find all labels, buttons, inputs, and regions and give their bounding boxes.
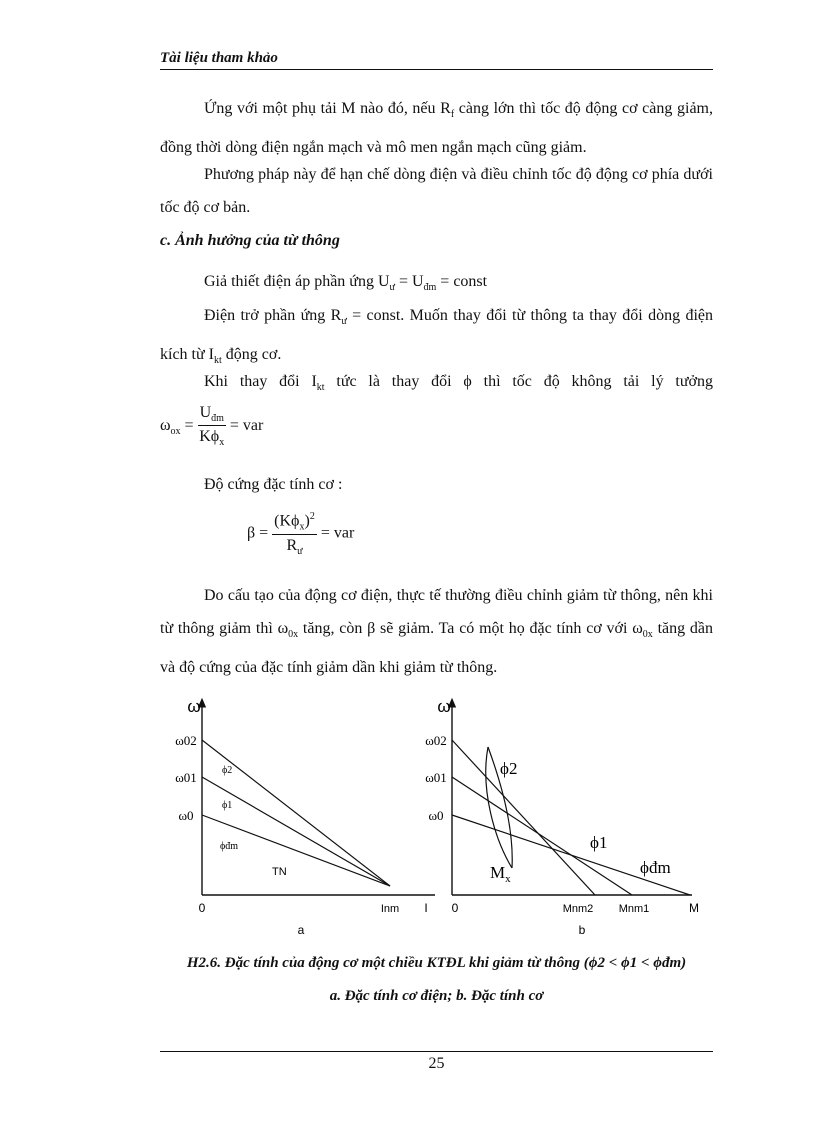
graph-b-tick-w0: ω0 <box>428 808 444 823</box>
graph-b-y-label: ω <box>437 697 451 716</box>
section-heading: c. Ảnh hưởng của từ thông <box>160 232 340 249</box>
graph-b-mx-label: $M_x$ <box>490 863 511 885</box>
graph-b-tick-w01: ω01 <box>425 770 447 785</box>
graph-b-sub-label: b <box>578 923 586 937</box>
graph-b-label-phidm: ϕđm <box>640 858 671 877</box>
graph-b-curve-phidm <box>452 815 690 895</box>
paragraph-5: Khi thay đổi $I_{kt}$ tức là thay đổi ϕ thì tốc độ không tải lý tưởng <box>204 373 713 394</box>
paragraph-3: Giả thiết điện áp phần ứng $U_ư = U_{đm}$ = const <box>204 273 488 294</box>
graph-a-origin: 0 <box>198 901 206 915</box>
paragraph-7: Do cấu tạo của động cơ điện, thực tế thường điều chỉnh giảm từ thông, nên khi từ thông giảm thì $\omega_{0x}$ tăng, còn β sẽ giảm. Ta có một họ đặc tính cơ với $\omega_{0x}$ tăng dần và độ cứng của đặc tính giảm dần khi giảm từ thông. <box>160 587 713 677</box>
page-number: 25 <box>428 1055 445 1072</box>
footer-rule <box>160 1051 713 1052</box>
graph-b-x-tick-mnm1: Mnm1 <box>618 903 650 915</box>
graph-a-region-label: TN <box>272 866 287 878</box>
graph-b-label-phi1: ϕ1 <box>590 833 608 852</box>
graph-b-curve-phi2 <box>452 740 595 895</box>
graph-b-x-label: M <box>689 901 699 915</box>
graph-b <box>425 697 699 937</box>
fraction: $\frac{(K\phi_x)^2}{R_ư}$ <box>274 511 315 557</box>
graph-a-label-phi2: ϕ2 <box>222 765 233 776</box>
paragraph-4: Điện trở phần ứng $R_ư$ = const. Muốn thay đổi từ thông ta thay đổi dòng điện kích từ $I_{kt}$ động cơ. <box>160 307 713 367</box>
header-title: Tài liệu tham khảo <box>160 50 278 66</box>
graph-a-x-label: I <box>424 901 428 915</box>
formula-beta: β = $\frac{(K\phi_x)^2}{R_ư}$ = var <box>247 511 355 557</box>
graph-b-tick-w02: ω02 <box>425 733 447 748</box>
graph-a-tick-w0: ω0 <box>178 808 194 823</box>
paragraph-1: Ứng với một phụ tải M nào đó, nếu $R_f$ càng lớn thì tốc độ động cơ càng giảm, đồng thời dòng điện ngắn mạch và mô men ngắn mạch cũng giảm. <box>160 100 713 157</box>
figure-caption-title: H2.6. Đặc tính của động cơ một chiều KTĐL khi giảm từ thông (ϕ2 < ϕ1 < ϕđm) <box>186 955 687 971</box>
paragraph-2: Phương pháp này để hạn chế dòng điện và điều chỉnh tốc độ động cơ phía dưới tốc độ cơ bản. <box>160 166 713 216</box>
graph-b-x-tick-mnm2: Mnm2 <box>562 903 594 915</box>
graph-a-sub-label: a <box>297 923 305 937</box>
graph-b-label-phi2: ϕ2 <box>500 759 518 778</box>
paragraph-6: Độ cứng đặc tính cơ : <box>204 476 343 493</box>
graph-b-origin: 0 <box>451 901 459 915</box>
fraction: $\frac{U_{đm}}{K\phi_x}$ <box>199 404 225 449</box>
figure-caption-subtitle: a. Đặc tính cơ điện; b. Đặc tính cơ <box>329 988 544 1004</box>
formula-omega0x: $\omega_{ox}$ = $\frac{U_{đm}}{K\phi_x}$ = var <box>160 404 264 449</box>
graph-a-curve-phi2 <box>202 740 390 886</box>
graph-a-tick-w02: ω02 <box>175 733 197 748</box>
graph-a-label-phidm: ϕđm <box>220 841 239 852</box>
figure-characteristics <box>150 690 720 940</box>
graph-a-y-label: ω <box>187 697 201 716</box>
graph-a-x-tick: Inm <box>380 903 400 915</box>
graph-a-label-phi1: ϕ1 <box>222 800 233 811</box>
header-rule <box>160 69 713 70</box>
graph-a-tick-w01: ω01 <box>175 770 197 785</box>
graph-a <box>175 697 435 937</box>
graph-a-curve-phi1 <box>202 777 390 886</box>
